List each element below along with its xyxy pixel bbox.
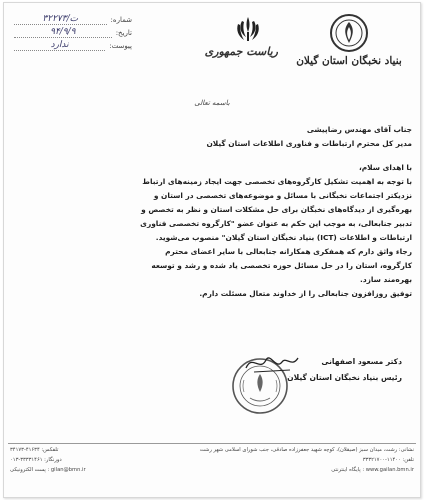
presidency-emblem-block	[204, 15, 278, 58]
letter-footer	[4, 443, 420, 474]
flame-in-circle-logo-icon	[329, 13, 369, 53]
org-logo-block	[286, 13, 412, 67]
signatory-name: دکتر مسعود اصفهانی	[321, 357, 402, 366]
footer-address: نشانی: رشت، میدان سبز (صیقلان)، کوچه شهید جعفرزاده صادقی، جنب شورای اسلامی شهر رشت	[199, 447, 414, 453]
greeting: با اهدای سلام،	[358, 163, 412, 172]
paragraph-line: ارتباطات و اطلاعات (ICT) بنیاد نخبگان استان گیلان" منصوب می‌شوید.	[155, 233, 412, 242]
signature-text	[202, 354, 402, 386]
footer-email[interactable]: gilan@bmn.ir : پست الکترونیکی	[10, 467, 86, 473]
recipient-title-line: مدیر کل محترم ارتباطات و فناوری اطلاعات استان گیلان	[206, 139, 412, 148]
paragraph-line: بهره‌گیری از دیدگاه‌های نخبگان برای حل مشکلات استان و نظر به تخصص و	[141, 205, 412, 214]
signature-block	[182, 350, 402, 420]
paragraph-line: بهره‌مند سازد.	[360, 275, 412, 284]
basmala: باسمه تعالی	[194, 99, 230, 107]
footer-row-web	[4, 464, 420, 474]
footer-website[interactable]: www.gailan.bmn.ir : پایگاه اینترنتی	[331, 467, 414, 473]
footer-fax: دورنگار: ۳۳۳۳۱۴۶۱-۰۱۳	[10, 457, 62, 463]
date-value: ۹۴/۹/۹	[14, 27, 112, 38]
paragraph-line: رجاء واثق دارم که همفکری همکارانه جنابعالی با سایر اعضای محترم	[165, 247, 412, 256]
iran-emblem-icon	[235, 15, 261, 43]
number-label: شماره:	[110, 15, 132, 24]
meta-date-row	[14, 26, 132, 39]
footer-postal: تلفکس: ۴۱۶۳۴-۳۴۱۷۳	[10, 447, 59, 453]
paragraph-line: تدبیر جنابعالی، به موجب این حکم به عنوان عضو "کارگروه تخصصی فناوری	[140, 219, 412, 228]
paragraph-line: کارگروه، استان را در حل مسائل حوزه تخصصی یاد شده و رشد و توسعه	[151, 261, 412, 270]
org-name: بنیاد نخبگان استان گیلان	[296, 55, 402, 67]
presidency-title: ریاست جمهوری	[204, 45, 278, 58]
recipient-line: جناب آقای مهندس رضاپیشی	[306, 125, 412, 134]
attachment-label: پیوست:	[109, 41, 132, 50]
signatory-title: رئیس بنیاد نخبگان استان گیلان	[287, 373, 402, 382]
footer-row-phone	[4, 454, 420, 464]
letter-meta	[14, 13, 132, 52]
closing-line: توفیق روزافزون جنابعالی را از خداوند متعال مسئلت دارم.	[199, 289, 412, 298]
footer-phone: تلفن: ۱۱۴۰۰-۳۳۳۲۱۷۰۰	[362, 457, 414, 463]
letter-page	[3, 2, 421, 498]
paragraph-line: با توجه به اهمیت تشکیل کارگروه‌های تخصصی جهت ایجاد زمینه‌های ارتباط	[142, 177, 412, 186]
attachment-value: ندارد	[14, 40, 105, 51]
letter-body	[14, 123, 412, 301]
meta-attachment-row	[14, 39, 132, 52]
footer-row-address	[4, 444, 420, 454]
number-value: ۳۲۲۷۳/ت	[14, 14, 107, 25]
date-label: تاریخ:	[115, 28, 132, 37]
paragraph-line: نزدیکتر اجتماعات نخبگانی با مسائل و موضوعه‌های تخصصی در استان و	[153, 191, 412, 200]
meta-number-row	[14, 13, 132, 26]
